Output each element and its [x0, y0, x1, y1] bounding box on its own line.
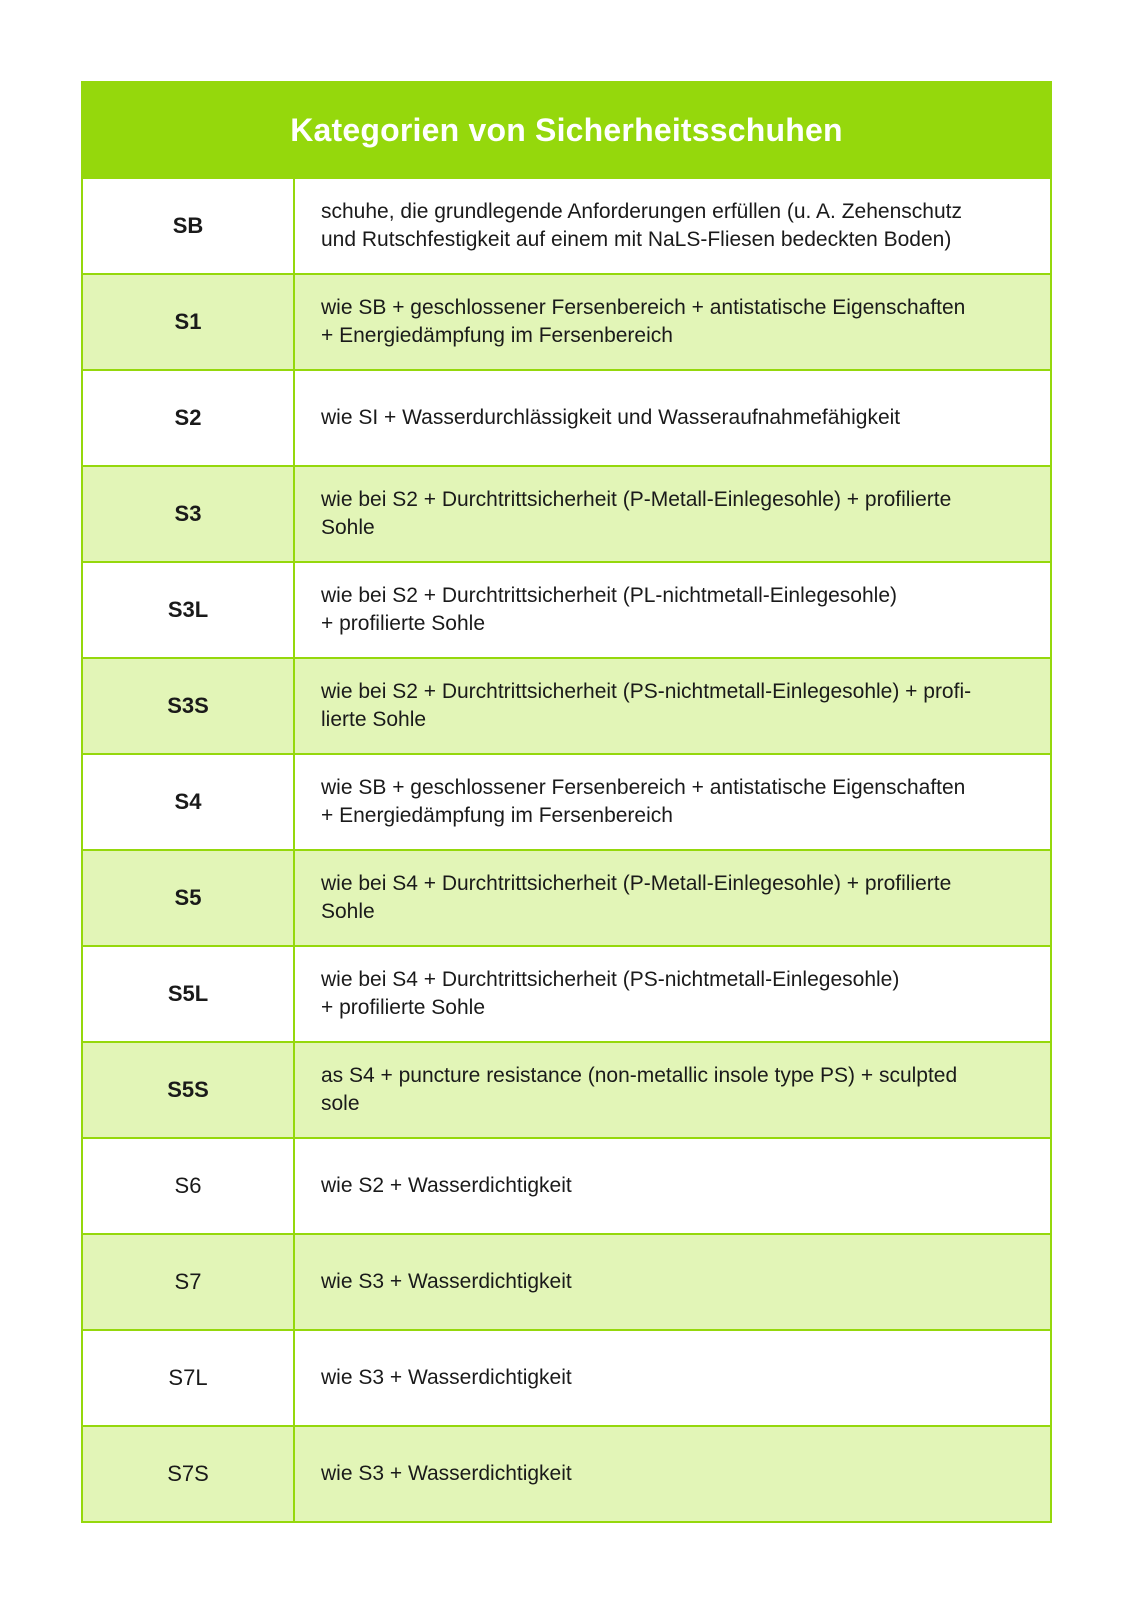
- category-description: schuhe, die grundlegende Anforderungen erfüllen (u. A. Zehenschutz und Rutschfestigkeit auf einem mit NaLS-Fliesen bedeckten Boden): [321, 200, 962, 251]
- table-row: [83, 851, 1050, 947]
- table-row: [83, 563, 1050, 659]
- table-row: [83, 755, 1050, 851]
- table-row: [83, 947, 1050, 1043]
- table-row: [83, 1043, 1050, 1139]
- category-code: S5L: [83, 947, 295, 1041]
- category-code: S7: [83, 1235, 295, 1329]
- category-description: wie SI + Wasserdurchlässigkeit und Wasseraufnahmefähigkeit: [321, 406, 901, 429]
- category-code: S5S: [83, 1043, 295, 1137]
- table-row: [83, 1331, 1050, 1427]
- table-row: [83, 1139, 1050, 1235]
- category-description: wie S3 + Wasserdichtigkeit: [321, 1366, 572, 1389]
- table-row: [83, 179, 1050, 275]
- category-description: wie bei S4 + Durchtrittsicherheit (PS-nichtmetall-Einlegesohle) + profilierte Sohle: [321, 968, 900, 1019]
- category-description: wie bei S2 + Durchtrittsicherheit (PS-nichtmetall-Einlegesohle) + profi- lierte Sohle: [321, 680, 972, 731]
- category-description: as S4 + puncture resistance (non-metallic insole type PS) + sculpted sole: [321, 1064, 958, 1115]
- category-description: wie S3 + Wasserdichtigkeit: [321, 1270, 572, 1293]
- category-code: SB: [83, 179, 295, 273]
- category-description: wie SB + geschlossener Fersenbereich + antistatische Eigenschaften + Energiedämpfung im Fersenbereich: [321, 776, 966, 827]
- table-row: [83, 1235, 1050, 1331]
- category-description: wie SB + geschlossener Fersenbereich + antistatische Eigenschaften + Energiedämpfung im Fersenbereich: [321, 296, 966, 347]
- category-description: wie S3 + Wasserdichtigkeit: [321, 1462, 572, 1485]
- category-code: S5: [83, 851, 295, 945]
- category-code: S2: [83, 371, 295, 465]
- safety-shoe-categories-table: [81, 81, 1052, 1523]
- table-row: [83, 371, 1050, 467]
- table-row: [83, 275, 1050, 371]
- table-row: [83, 467, 1050, 563]
- category-code: S3L: [83, 563, 295, 657]
- category-description: wie bei S2 + Durchtrittsicherheit (PL-nichtmetall-Einlegesohle) + profilierte Sohle: [321, 584, 898, 635]
- category-description: wie bei S2 + Durchtrittsicherheit (P-Metall-Einlegesohle) + profilierte Sohle: [321, 488, 952, 539]
- table-row: [83, 1427, 1050, 1521]
- category-code: S7S: [83, 1427, 295, 1521]
- category-description: wie bei S4 + Durchtrittsicherheit (P-Metall-Einlegesohle) + profilierte Sohle: [321, 872, 952, 923]
- category-description: wie S2 + Wasserdichtigkeit: [321, 1174, 572, 1197]
- category-code: S3: [83, 467, 295, 561]
- table-title: Kategorien von Sicherheitsschuhen: [83, 83, 1050, 179]
- category-code: S7L: [83, 1331, 295, 1425]
- category-code: S4: [83, 755, 295, 849]
- category-code: S3S: [83, 659, 295, 753]
- table-row: [83, 659, 1050, 755]
- category-code: S6: [83, 1139, 295, 1233]
- category-code: S1: [83, 275, 295, 369]
